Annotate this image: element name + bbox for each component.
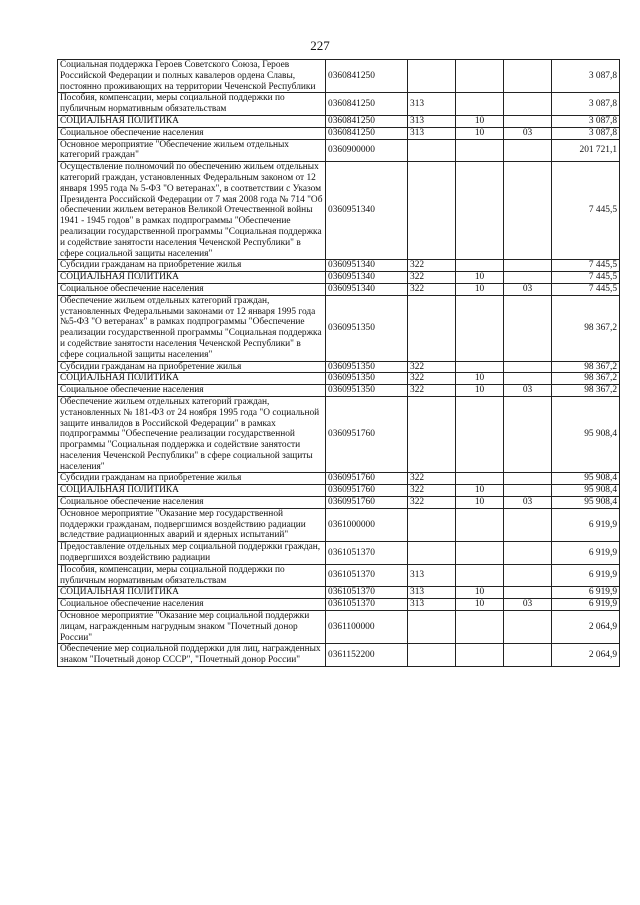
- budget-table-body: [58, 60, 620, 667]
- row-amount-cell: 7 445,5: [552, 162, 620, 260]
- row-amount-cell: 6 919,9: [552, 508, 620, 541]
- row-code-cell: 0361051370: [326, 599, 408, 611]
- row-section-cell: [456, 473, 504, 485]
- row-subsection-cell: [504, 162, 552, 260]
- row-expense-type-cell: 313: [408, 93, 456, 116]
- table-row: [58, 295, 620, 361]
- row-code-cell: 0360841250: [326, 127, 408, 139]
- row-code-cell: 0360951340: [326, 260, 408, 272]
- row-code-cell: 0360951340: [326, 283, 408, 295]
- row-section-cell: [456, 396, 504, 473]
- row-section-cell: 10: [456, 127, 504, 139]
- row-name-cell: СОЦИАЛЬНАЯ ПОЛИТИКА: [58, 485, 326, 497]
- row-section-cell: [456, 260, 504, 272]
- row-section-cell: [456, 564, 504, 587]
- row-code-cell: 0360951350: [326, 295, 408, 361]
- row-name-cell: Пособия, компенсации, меры социальной поддержки по публичным нормативным обязательствам: [58, 93, 326, 116]
- row-code-cell: 0360951340: [326, 272, 408, 284]
- table-row: [58, 611, 620, 644]
- table-row: [58, 139, 620, 162]
- row-code-cell: 0361152200: [326, 644, 408, 667]
- row-expense-type-cell: 322: [408, 272, 456, 284]
- row-amount-cell: 6 919,9: [552, 542, 620, 565]
- row-section-cell: [456, 162, 504, 260]
- row-subsection-cell: [504, 564, 552, 587]
- row-name-cell: Социальное обеспечение населения: [58, 385, 326, 397]
- row-name-cell: Пособия, компенсации, меры социальной поддержки по публичным нормативным обязательствам: [58, 564, 326, 587]
- row-subsection-cell: [504, 611, 552, 644]
- row-code-cell: 0361051370: [326, 587, 408, 599]
- row-code-cell: 0360951350: [326, 361, 408, 373]
- row-subsection-cell: 03: [504, 127, 552, 139]
- row-section-cell: [456, 542, 504, 565]
- row-code-cell: 0360951340: [326, 162, 408, 260]
- row-expense-type-cell: 322: [408, 260, 456, 272]
- row-section-cell: [456, 295, 504, 361]
- row-subsection-cell: [504, 272, 552, 284]
- row-expense-type-cell: 322: [408, 373, 456, 385]
- row-subsection-cell: [504, 587, 552, 599]
- row-subsection-cell: [504, 93, 552, 116]
- row-name-cell: Субсидии гражданам на приобретение жилья: [58, 260, 326, 272]
- row-amount-cell: 6 919,9: [552, 599, 620, 611]
- row-code-cell: 0360841250: [326, 93, 408, 116]
- row-subsection-cell: 03: [504, 497, 552, 509]
- row-amount-cell: 6 919,9: [552, 587, 620, 599]
- row-section-cell: 10: [456, 385, 504, 397]
- row-section-cell: 10: [456, 115, 504, 127]
- row-subsection-cell: 03: [504, 599, 552, 611]
- row-amount-cell: 98 367,2: [552, 295, 620, 361]
- row-expense-type-cell: 322: [408, 497, 456, 509]
- row-name-cell: Обеспечение жильем отдельных категорий граждан, установленных № 181-ФЗ от 24 ноября 1995 года "О социальной защите инвалидов в Российской Федерации" в рамках подпрограммы "Обеспечение реализации государственной программы "Социальная поддержка и содействие занятости населения Чеченской Республики" в сфере социальной защиты населения": [58, 396, 326, 473]
- row-amount-cell: 2 064,9: [552, 644, 620, 667]
- row-code-cell: 0360951760: [326, 485, 408, 497]
- row-name-cell: СОЦИАЛЬНАЯ ПОЛИТИКА: [58, 587, 326, 599]
- table-row: [58, 373, 620, 385]
- row-expense-type-cell: 313: [408, 564, 456, 587]
- row-subsection-cell: [504, 373, 552, 385]
- row-amount-cell: 98 367,2: [552, 373, 620, 385]
- row-subsection-cell: [504, 115, 552, 127]
- table-row: [58, 115, 620, 127]
- row-subsection-cell: 03: [504, 283, 552, 295]
- row-amount-cell: 98 367,2: [552, 385, 620, 397]
- table-row: [58, 93, 620, 116]
- budget-table: [57, 59, 620, 667]
- row-section-cell: 10: [456, 497, 504, 509]
- row-code-cell: 0360951350: [326, 373, 408, 385]
- row-section-cell: 10: [456, 599, 504, 611]
- row-subsection-cell: [504, 644, 552, 667]
- row-name-cell: Обеспечение жильем отдельных категорий граждан, установленных Федеральными законами от 12 января 1995 года №5-ФЗ "О ветеранах" в рамках подпрограммы "Обеспечение реализации государственной программы "Социальная поддержка и содействие занятости населения Чеченской Республики" в сфере социальной защиты населения": [58, 295, 326, 361]
- table-row: [58, 497, 620, 509]
- row-section-cell: 10: [456, 587, 504, 599]
- row-amount-cell: 201 721,1: [552, 139, 620, 162]
- row-name-cell: Субсидии гражданам на приобретение жилья: [58, 473, 326, 485]
- row-expense-type-cell: [408, 542, 456, 565]
- row-code-cell: 0360951760: [326, 497, 408, 509]
- row-code-cell: 0360900000: [326, 139, 408, 162]
- table-row: [58, 60, 620, 93]
- row-expense-type-cell: [408, 162, 456, 260]
- row-section-cell: [456, 139, 504, 162]
- row-code-cell: 0360841250: [326, 60, 408, 93]
- table-row: [58, 564, 620, 587]
- table-row: [58, 644, 620, 667]
- row-name-cell: Основное мероприятие "Обеспечение жильем отдельных категорий граждан": [58, 139, 326, 162]
- table-row: [58, 485, 620, 497]
- row-section-cell: [456, 611, 504, 644]
- row-name-cell: СОЦИАЛЬНАЯ ПОЛИТИКА: [58, 115, 326, 127]
- row-name-cell: Основное мероприятие "Оказание мер государственной поддержки гражданам, подвергшимся воздействию радиации вследствие радиационных аварий и ядерных испытаний": [58, 508, 326, 541]
- table-row: [58, 473, 620, 485]
- row-section-cell: 10: [456, 485, 504, 497]
- row-section-cell: 10: [456, 373, 504, 385]
- row-amount-cell: 7 445,5: [552, 260, 620, 272]
- row-section-cell: [456, 644, 504, 667]
- row-code-cell: 0360841250: [326, 115, 408, 127]
- row-expense-type-cell: [408, 644, 456, 667]
- row-expense-type-cell: 313: [408, 127, 456, 139]
- row-code-cell: 0360951760: [326, 473, 408, 485]
- row-section-cell: 10: [456, 272, 504, 284]
- row-expense-type-cell: 322: [408, 473, 456, 485]
- row-amount-cell: 6 919,9: [552, 564, 620, 587]
- row-section-cell: 10: [456, 283, 504, 295]
- row-amount-cell: 98 367,2: [552, 361, 620, 373]
- row-expense-type-cell: 313: [408, 115, 456, 127]
- row-code-cell: 0361000000: [326, 508, 408, 541]
- row-name-cell: Основное мероприятие "Оказание мер социальной поддержки лицам, награжденным нагрудным знаком "Почетный донор России": [58, 611, 326, 644]
- row-name-cell: СОЦИАЛЬНАЯ ПОЛИТИКА: [58, 373, 326, 385]
- row-amount-cell: 95 908,4: [552, 497, 620, 509]
- row-subsection-cell: [504, 508, 552, 541]
- row-expense-type-cell: [408, 396, 456, 473]
- row-section-cell: [456, 508, 504, 541]
- row-name-cell: СОЦИАЛЬНАЯ ПОЛИТИКА: [58, 272, 326, 284]
- table-row: [58, 508, 620, 541]
- table-row: [58, 542, 620, 565]
- row-amount-cell: 95 908,4: [552, 485, 620, 497]
- table-row: [58, 396, 620, 473]
- page-number: 227: [310, 38, 330, 53]
- table-row: [58, 385, 620, 397]
- row-name-cell: Социальное обеспечение населения: [58, 599, 326, 611]
- row-subsection-cell: [504, 260, 552, 272]
- row-expense-type-cell: 322: [408, 485, 456, 497]
- row-expense-type-cell: [408, 508, 456, 541]
- row-name-cell: Социальное обеспечение населения: [58, 283, 326, 295]
- row-name-cell: Социальное обеспечение населения: [58, 127, 326, 139]
- row-subsection-cell: [504, 485, 552, 497]
- row-section-cell: [456, 361, 504, 373]
- row-subsection-cell: [504, 139, 552, 162]
- row-section-cell: [456, 93, 504, 116]
- row-name-cell: Осуществление полномочий по обеспечению жильем отдельных категорий граждан, установленных Федеральным законом от 12 января 1995 года № 5-ФЗ "О ветеранах", в соответствии с Указом Президента Российской Федерации от 7 мая 2008 года № 714 "Об обеспечении жильем ветеранов Великой Отечественной войны 1941 - 1945 годов" в рамках подпрограммы "Обеспечение реализации государственной программы "Социальная поддержка и содействие занятости населения Чеченской Республики" в сфере социальной защиты населения": [58, 162, 326, 260]
- row-subsection-cell: [504, 295, 552, 361]
- row-name-cell: Субсидии гражданам на приобретение жилья: [58, 361, 326, 373]
- row-expense-type-cell: [408, 60, 456, 93]
- table-row: [58, 272, 620, 284]
- row-subsection-cell: [504, 396, 552, 473]
- row-expense-type-cell: 313: [408, 599, 456, 611]
- table-row: [58, 599, 620, 611]
- row-amount-cell: 7 445,5: [552, 272, 620, 284]
- row-expense-type-cell: [408, 611, 456, 644]
- table-row: [58, 587, 620, 599]
- row-section-cell: [456, 60, 504, 93]
- row-expense-type-cell: 322: [408, 385, 456, 397]
- row-amount-cell: 95 908,4: [552, 396, 620, 473]
- row-code-cell: 0360951350: [326, 385, 408, 397]
- row-name-cell: Предоставление отдельных мер социальной поддержки граждан, подвергшихся воздействию радиации: [58, 542, 326, 565]
- row-expense-type-cell: 313: [408, 587, 456, 599]
- row-code-cell: 0360951760: [326, 396, 408, 473]
- row-expense-type-cell: 322: [408, 283, 456, 295]
- row-amount-cell: 3 087,8: [552, 93, 620, 116]
- row-subsection-cell: [504, 60, 552, 93]
- row-expense-type-cell: [408, 295, 456, 361]
- row-name-cell: Обеспечение мер социальной поддержки для лиц, награжденных знаком "Почетный донор СССР", "Почетный донор России": [58, 644, 326, 667]
- row-subsection-cell: 03: [504, 385, 552, 397]
- table-row: [58, 260, 620, 272]
- row-amount-cell: 95 908,4: [552, 473, 620, 485]
- table-row: [58, 162, 620, 260]
- row-code-cell: 0361100000: [326, 611, 408, 644]
- table-row: [58, 283, 620, 295]
- row-code-cell: 0361051370: [326, 564, 408, 587]
- row-name-cell: Социальное обеспечение населения: [58, 497, 326, 509]
- row-subsection-cell: [504, 473, 552, 485]
- row-amount-cell: 3 087,8: [552, 127, 620, 139]
- row-expense-type-cell: [408, 139, 456, 162]
- table-row: [58, 127, 620, 139]
- row-amount-cell: 7 445,5: [552, 283, 620, 295]
- row-name-cell: Социальная поддержка Героев Советского Союза, Героев Российской Федерации и полных кавалеров ордена Славы, постоянно проживающих на территории Чеченской Республики: [58, 60, 326, 93]
- row-code-cell: 0361051370: [326, 542, 408, 565]
- row-subsection-cell: [504, 361, 552, 373]
- row-subsection-cell: [504, 542, 552, 565]
- row-amount-cell: 2 064,9: [552, 611, 620, 644]
- row-expense-type-cell: 322: [408, 361, 456, 373]
- row-amount-cell: 3 087,8: [552, 115, 620, 127]
- table-row: [58, 361, 620, 373]
- row-amount-cell: 3 087,8: [552, 60, 620, 93]
